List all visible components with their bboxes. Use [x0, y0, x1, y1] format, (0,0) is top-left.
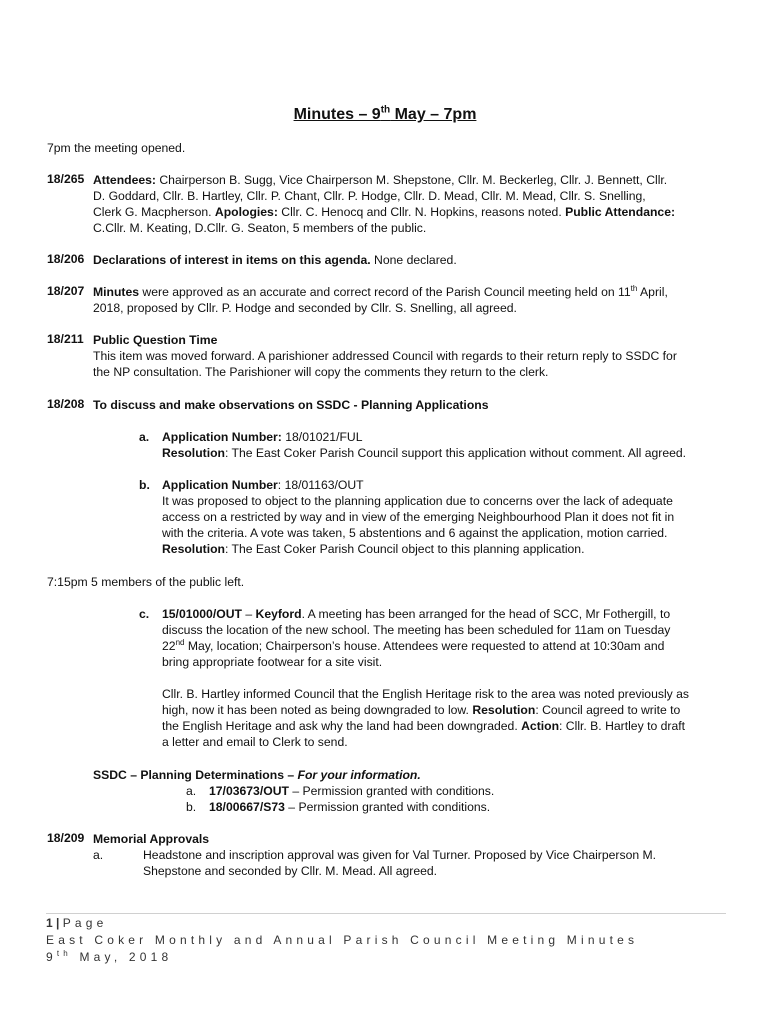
resolution-label: Resolution [472, 703, 536, 717]
english-heritage-note: Cllr. B. Hartley informed Council that the English Heritage risk to the area was noted previously as high, now it has been noted as being downgraded to low. Resolution: Council agreed to write to the English Heritage and ask why the land had been downgraded. Action: Cllr. B. Hartley to draft a letter and email to Clerk to send. [162, 687, 690, 749]
attendees-section: Attendees: Chairperson B. Sugg, Vice Chairperson M. Shepstone, Cllr. M. Beckerleg, Cllr. J. Bennett, Cllr. D. Goddard, Cllr. B. Hartley, Cllr. P. Chant, Cllr. P. Hodge, Cllr. D. Mead, Cllr. M. Mead, Cllr. S. Snelling, Clerk G. Macpherson. Apologies: Cllr. C. Henocq and Cllr. N. Hopkins, reasons noted. Public Attendance: C.Cllr. M. Keating, D.Cllr. G. Seaton, 5 members of the public. [93, 173, 676, 235]
application-c: 15/01000/OUT – Keyford. A meeting has been arranged for the head of SCC, Mr Fothergill, to discuss the location of the new school. The meeting has been scheduled for 11am on Tuesday 22nd May, location; Chairperson’s house. Attendees were requested to attend at 10:30am and bring appropriate footwear for a site visit. [162, 607, 671, 669]
attendees-label: Attendees: [93, 173, 156, 187]
determination-b: 18/00667/S73 – Permission granted with conditions. [209, 800, 491, 814]
memorial-approval-text: Headstone and inscription approval was given for Val Turner. Proposed by Vice Chairperson M. Shepstone and seconded by Cllr. M. Mead. All agreed. [143, 848, 657, 878]
footer-document-title: East Coker Monthly and Annual Parish Council Meeting Minutes [46, 933, 639, 947]
resolution-label: Resolution [162, 542, 225, 556]
application-b-marker: b. [139, 478, 150, 492]
planning-applications-heading: To discuss and make observations on SSDC - Planning Applications [93, 398, 489, 412]
footer-page-number: 1 | Page [46, 916, 108, 930]
resolution-label: Resolution [162, 446, 225, 460]
action-label: Action [521, 719, 560, 733]
application-b: Application Number: 18/01163/OUT It was proposed to object to the planning application due to concerns over the lack of adequate access on a restricted by way and in view of the emerging Neighbourhood Plan it does not fit in with the criteria. A vote was taken, 5 abstentions and 6 against the application, motion carried. Resolution: The East Coker Parish Council object to this planning application. [162, 478, 675, 556]
determination-a-marker: a. [186, 784, 197, 798]
item-number-207: 18/207 [47, 284, 85, 298]
declarations-label: Declarations of interest in items on this agenda. [93, 253, 371, 267]
public-question-section: Public Question Time This item was moved forward. A parishioner addressed Council with regards to their return reply to SSDC for the NP consultation. The Parishioner will copy the comments they return to the clerk. [93, 333, 677, 379]
determination-a: 17/03673/OUT – Permission granted with conditions. [209, 784, 495, 798]
apologies-label: Apologies: [214, 205, 278, 219]
determination-b-marker: b. [186, 800, 197, 814]
memorial-a-marker: a. [93, 848, 104, 862]
footer-divider [46, 913, 726, 914]
application-a: Application Number: 18/01021/FUL Resolution: The East Coker Parish Council support this application without comment. All agreed. [162, 430, 687, 460]
meeting-opened-text: 7pm the meeting opened. [47, 141, 186, 155]
declarations-section: Declarations of interest in items on this agenda. None declared. [93, 253, 457, 267]
public-question-label: Public Question Time [93, 333, 218, 347]
item-number-208: 18/208 [47, 397, 85, 411]
memorial-approvals-heading: Memorial Approvals [93, 832, 210, 846]
item-number-265: 18/265 [47, 172, 85, 186]
application-a-marker: a. [139, 430, 150, 444]
page-title: Minutes – 9th May – 7pm [293, 104, 477, 123]
item-number-209: 18/209 [47, 831, 85, 845]
application-c-marker: c. [139, 607, 150, 621]
public-attendance-label: Public Attendance: [565, 205, 676, 219]
item-number-206: 18/206 [47, 252, 85, 266]
item-number-211: 18/211 [47, 332, 84, 346]
planning-determinations-heading: SSDC – Planning Determinations – For your information. [93, 768, 421, 782]
minutes-approval-section: Minutes were approved as an accurate and correct record of the Parish Council meeting held on 11th April, 2018, proposed by Cllr. P. Hodge and seconded by Cllr. S. Snelling, all agreed. [93, 283, 668, 315]
minutes-label: Minutes [93, 285, 140, 299]
footer-date: 9th May, 2018 [46, 949, 173, 964]
public-left-note: 7:15pm 5 members of the public left. [47, 575, 245, 589]
